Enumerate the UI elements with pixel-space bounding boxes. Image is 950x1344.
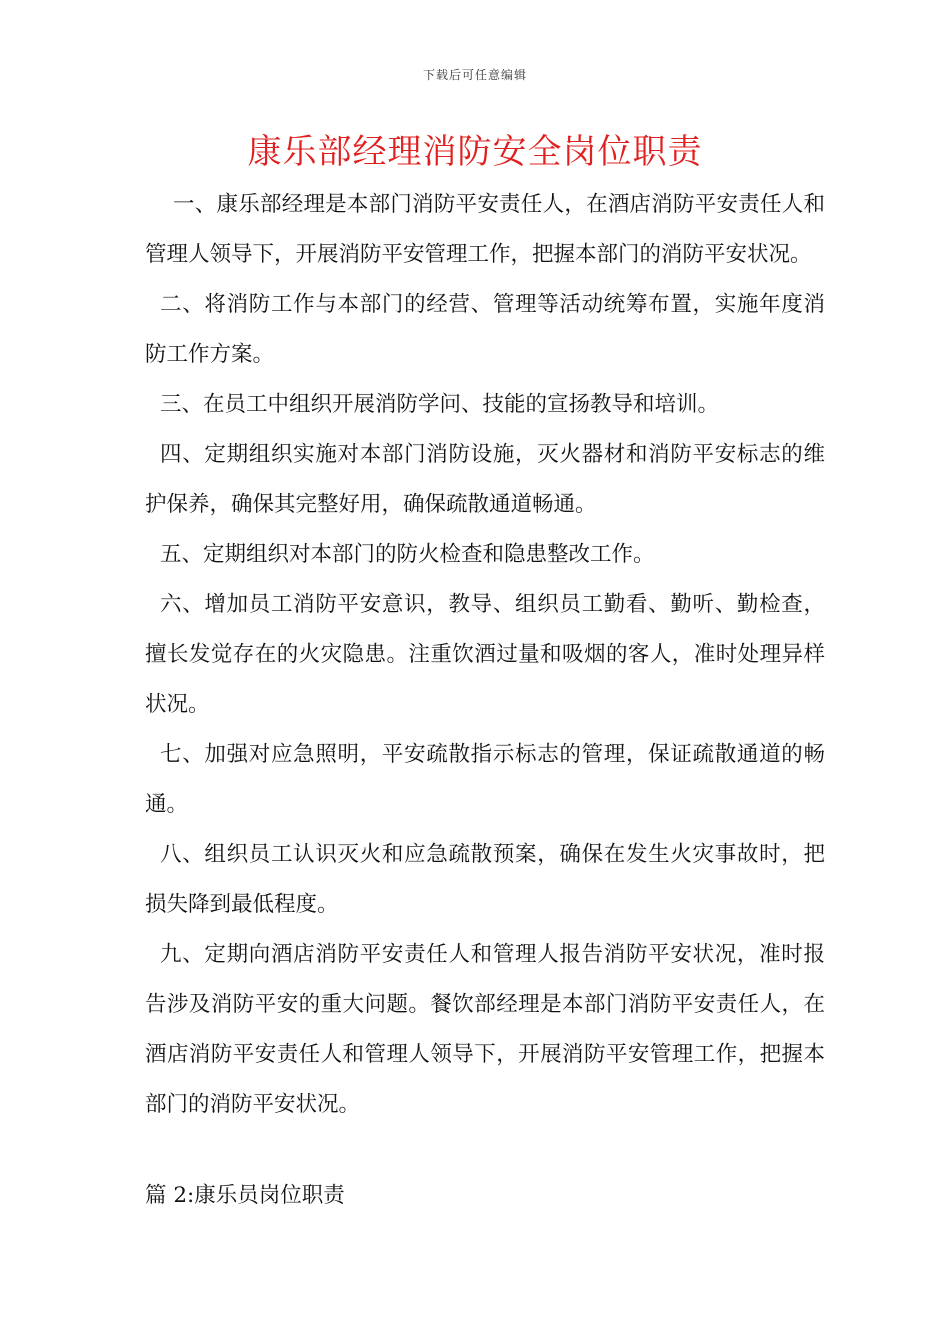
section-heading: 篇 2:康乐员岗位职责 <box>145 1183 345 1208</box>
paragraph-4: 四、定期组织实施对本部门消防设施，灭火器材和消防平安标志的维护保养，确保其完整好用，确保疏散通道畅通。 <box>145 442 825 517</box>
paragraph-2: 二、将消防工作与本部门的经营、管理等活动统筹布置，实施年度消防工作方案。 <box>145 292 825 367</box>
paragraph-3: 三、在员工中组织开展消防学问、技能的宣扬教导和培训。 <box>160 392 720 417</box>
paragraph-9: 九、定期向酒店消防平安责任人和管理人报告消防平安状况，准时报告涉及消防平安的重大问题。餐饮部经理是本部门消防平安责任人，在酒店消防平安责任人和管理人领导下，开展消防平安管理工作，把握本部门的消防平安状况。 <box>145 942 825 1117</box>
header-note: 下载后可任意编辑 <box>422 68 527 82</box>
paragraph-5: 五、定期组织对本部门的防火检查和隐患整改工作。 <box>160 542 655 567</box>
document-body <box>145 180 825 1130</box>
paragraph-1: 一、康乐部经理是本部门消防平安责任人，在酒店消防平安责任人和管理人领导下，开展消防平安管理工作，把握本部门的消防平安状况。 <box>145 192 825 267</box>
document-title: 康乐部经理消防安全岗位职责 <box>247 132 703 172</box>
paragraph-6: 六、增加员工消防平安意识，教导、组织员工勤看、勤听、勤检查，擅长发觉存在的火灾隐患。注重饮酒过量和吸烟的客人，准时处理异样状况。 <box>145 592 825 717</box>
paragraph-7: 七、加强对应急照明，平安疏散指示标志的管理，保证疏散通道的畅通。 <box>145 742 825 817</box>
paragraph-8: 八、组织员工认识灭火和应急疏散预案，确保在发生火灾事故时，把损失降到最低程度。 <box>145 842 825 917</box>
